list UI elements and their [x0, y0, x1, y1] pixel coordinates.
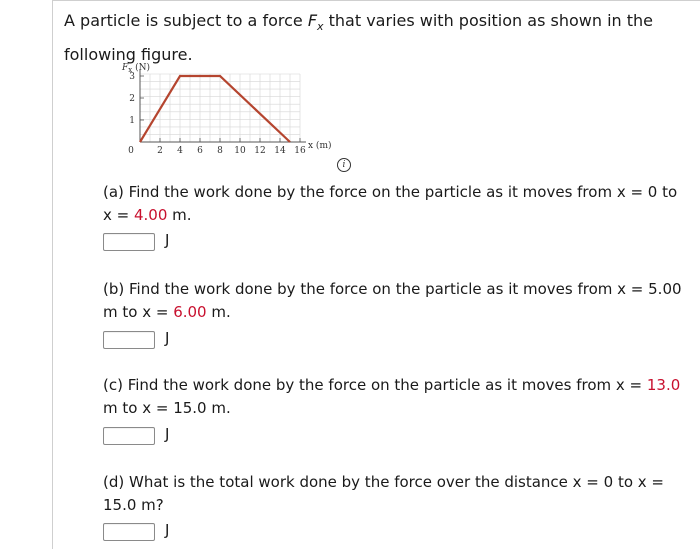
y-axis-label: $F_x$ (N)	[122, 63, 150, 74]
graph-grid	[140, 74, 300, 142]
force-series-line	[140, 76, 290, 142]
answer-d-unit: J	[165, 521, 170, 539]
x-tick-label: 4	[177, 146, 183, 156]
answer-a-input[interactable]	[103, 233, 155, 251]
intro-text-1: A particle is subject to a force	[64, 11, 308, 30]
answer-c-unit: J	[165, 425, 170, 443]
x-tick-label: 2	[157, 146, 163, 156]
question-b-value: 6.00	[173, 303, 207, 321]
question-d-text: (d) What is the total work done by the force over the distance x = 0 to x = 15.0 m?	[103, 473, 664, 514]
force-symbol: F	[307, 11, 318, 30]
x-tick-label: 0	[128, 146, 134, 156]
question-c-text: (c) Find the work done by the force on the particle as it moves from x =	[103, 376, 647, 394]
answer-d-input[interactable]	[103, 523, 155, 541]
x-tick-label: 10	[234, 146, 246, 156]
answer-c-input[interactable]	[103, 427, 155, 445]
question-b-text: (b) Find the work done by the force on the particle as it moves from x = 5.00 m to x =	[103, 280, 682, 321]
question-b	[103, 278, 683, 324]
question-c	[103, 374, 683, 420]
answer-b-unit: J	[165, 329, 170, 347]
question-c-value: 13.0	[646, 376, 681, 394]
intro-text-2: that varies with position as shown in the following figure.	[64, 11, 653, 65]
question-a-text-end: m.	[167, 206, 192, 224]
question-b-text-end: m.	[206, 303, 231, 321]
answer-b-input[interactable]	[103, 331, 155, 349]
answer-a-unit: J	[165, 231, 170, 249]
graph-axes	[140, 70, 306, 142]
x-tick-label: 12	[254, 146, 266, 156]
question-a	[103, 181, 683, 227]
question-c-text-end: m to x = 15.0 m.	[103, 399, 231, 417]
force-subscript: x	[317, 20, 324, 34]
y-tick-label: 1	[129, 116, 135, 126]
x-tick-label: 8	[217, 146, 223, 156]
force-position-graph	[108, 60, 348, 168]
question-d	[103, 471, 683, 517]
x-axis-label: x (m)	[308, 141, 332, 151]
info-icon[interactable]: i	[337, 158, 351, 172]
graph-ticks	[128, 72, 306, 156]
question-a-value: 4.00	[133, 206, 168, 224]
x-tick-label: 16	[294, 146, 306, 156]
y-tick-label: 2	[129, 94, 135, 104]
question-a-text: (a) Find the work done by the force on the particle as it moves from x = 0 to x =	[103, 183, 678, 224]
y-tick-label: 3	[129, 72, 135, 82]
x-tick-label: 14	[274, 146, 286, 156]
x-tick-label: 6	[197, 146, 203, 156]
